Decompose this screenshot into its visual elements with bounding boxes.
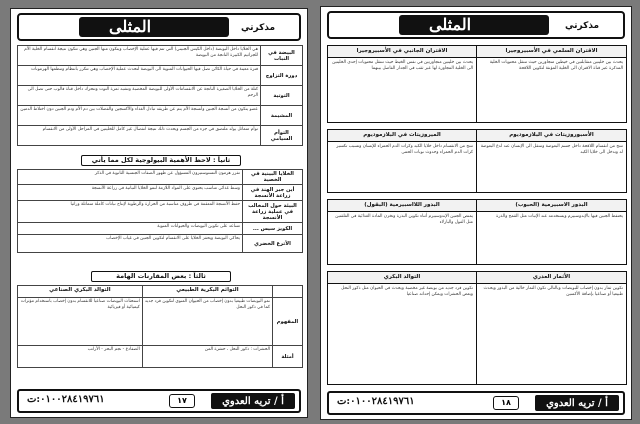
row-text: كتلة من الخلايا الصغيرة الناتجة عن الانقسامات الأولى للبويضة المخصبة وتشبه ثمرة التوت وتتحرك داخل قناة فالوب حتى تصل الى الرحم (18, 86, 261, 106)
column-header: التوائم البكرية الطبيعي (142, 286, 272, 298)
table-header-row (18, 286, 303, 298)
row-text: عضو يتكون من أنسجة الجنين وأنسجة الأم يتم عن طريقه تبادل الغذاء والأكسجين والفضلات بين دم الأم ودم الجنين دون اختلاط الدمين (18, 106, 261, 126)
cell-text: استحثاث البويضات صناعيا للانقسام بدون إخصاب باستخدام مؤثرات كيميائية أو فيزيائية (18, 298, 143, 346)
row-text: هي الخلايا داخل البويضة (داخل الكيس الجنيني) التي تتم فيها عملية الإخصاب ويتكون منها الجنين وهي تتكون نتيجة انقسام الخلية الأم للجراثيم الكبيرة الناتجة من البويضة (18, 46, 261, 66)
box-title: البذور الاسبيرمية (الحبوب) (477, 200, 626, 212)
importance-table (17, 169, 303, 253)
phone-number: ٠١٠٠٢٨٤١٩٧٦١:ت (27, 394, 105, 405)
section-banner: ثالثاً : بعض المقارنات الهامة (91, 271, 231, 282)
box-text: تنتج من انقسام اللاقحة داخل جسم البعوضة وتنتقل الى الإنسان عند لدغ البعوضة له وتدخل الى خلايا الكبد (480, 144, 623, 156)
title-brush (79, 17, 229, 37)
table-row (18, 201, 303, 223)
box-title: التوالد البكري (328, 272, 476, 284)
row-label: البيضة في النبات (261, 46, 303, 66)
definitions-table (17, 45, 303, 146)
page-number: ١٧ (169, 394, 195, 408)
row-label: أمثلة (273, 346, 303, 368)
table-row (18, 298, 303, 346)
page-title: المثلى (109, 17, 152, 36)
table-row (18, 66, 303, 86)
box-text: يمتص الجنين الإندوسبيرم أثناء تكوين البذرة وتخزن المادة الغذائية في الفلقتين مثل الفول والبازلاء (335, 214, 473, 226)
row-label: الأترع الخضري (243, 235, 303, 253)
row-label: التوتية (261, 86, 303, 106)
table-row (18, 86, 303, 106)
box-title: الاقتران السلمي في الأسبيروجيرا (477, 46, 626, 58)
row-text: تفرز هرمون التستوستيرون المسؤول عن ظهور الصفات الجنسية الثانوية في الذكر (18, 170, 243, 185)
comparison-box-parthenogenesis (327, 271, 627, 385)
table-row (18, 126, 303, 146)
cell-text: نمو البويضات طبيعيا بدون إخصاب من الحيوان المنوي لتكوين فرد جديد كما في ذكور النحل (142, 298, 272, 346)
row-label: أين جبر الهند في زراعة الأنسجة (243, 185, 303, 201)
row-text: تساعد على تكوين البويضات والحيوانات المنوية (18, 223, 243, 235)
comparison-table (17, 285, 303, 368)
box-text: تكوين ثمار بدون إخصاب للبويضات وبالتالي تكون الثمار خالية من البذور ويحدث طبيعيا أو صناعيا بإضافة الأكسين (483, 286, 623, 298)
comparison-box-seeds (327, 199, 627, 265)
page-right (320, 6, 632, 420)
row-text: فترة معينة في حياة الكائن تصل فيها الحيوانات المنوية الى البويضة لتحدث عملية الإخصاب وهي تتكرر بانتظام وتنظمها الهرمونات (18, 66, 261, 86)
box-text: تنتج من الانقسام داخل خلايا الكبد وكرات الدم الحمراء للإنسان وتسبب تكسير كرات الدم الحمراء وحدوث نوبات الحمى (336, 144, 473, 156)
row-label: المشيمة (261, 106, 303, 126)
table-row (18, 235, 303, 253)
box-text: تكوين فرد جديد من بويضة غير مخصبة ويحدث في الحيوان مثل ذكور النحل وبعض الحشرات ويمكن إحداثه صناعيا (341, 286, 473, 298)
page-subtitle: مذكرتي (241, 23, 276, 33)
page-subtitle: مذكرتي (565, 21, 600, 31)
box-title: الأثمار العذري (477, 272, 626, 284)
table-row (18, 223, 303, 235)
comparison-box-plasmodium (327, 129, 627, 193)
comparison-box-spirogyra (327, 45, 627, 123)
author-name: أ / تريه العدوي (211, 393, 295, 409)
page-header (17, 13, 301, 41)
row-label: المفهوم (273, 298, 303, 346)
table-row (18, 46, 303, 66)
table-row (18, 346, 303, 368)
box-title: الاقتران الجانبي في الأسبيروجيرا (328, 46, 476, 58)
title-brush (399, 15, 549, 35)
box-title: البذور اللااسبيرمية (البقول) (328, 200, 476, 212)
page-left (10, 8, 308, 418)
phone-number: ٠١٠٠٢٨٤١٩٧٦١:ت (337, 396, 415, 407)
page-title: المثلى (429, 15, 472, 34)
cell-text: الضفادع - نجم البحر - الأرانب (18, 346, 143, 368)
page-footer (17, 389, 301, 413)
row-text: توأم متماثل يولد ملتصق في جزء من الجسم ويحدث ذلك نتيجة انفصال غير كامل للخليتين في المراحل الأولى من الانقسام (18, 126, 261, 146)
table-row (18, 170, 303, 185)
box-text: يحتفظ الجنين فيها بالإندوسبيرم ويستخدمه عند الإنبات مثل القمح والذرة (496, 214, 623, 219)
row-label: التوأم السيامي (261, 126, 303, 146)
box-title: الميروزيتات في البلازموديوم (328, 130, 476, 142)
row-label: البيئة حول المخالب في عملية زراعة الأنسجة (243, 201, 303, 223)
page-footer (327, 391, 625, 415)
page-number: ١٨ (493, 396, 519, 410)
page-header (327, 11, 625, 39)
box-text: يحدث بين خليتين متقابلتين في خيطين متجاورين حيث تنتقل محتويات الخلية المذكرة عبر قناة الاقتران الى الخلية المؤنثة لتكوين اللاقحة (489, 60, 623, 72)
row-text: حفظ الأنسجة المعقمة في ظروف مناسبة من الحرارة والرطوبة لإنتاج نباتات كاملة متماثلة وراثيا (18, 201, 243, 223)
cell-text: الحشرات : ذكور النحل ، حشرة المن (142, 346, 272, 368)
row-text: وسط غذائي مناسب يحتوي على المواد اللازمة لنمو الخلايا النباتية في زراعة الأنسجة (18, 185, 243, 201)
table-row (18, 185, 303, 201)
section-banner: ثانياً : لاحظ الأهمية البيولوجية لكل مما يأتي (81, 155, 241, 166)
row-label: دورة التزاوج (261, 66, 303, 86)
box-text: يحدث بين خليتين متجاورتين في نفس الخيط حيث تنتقل محتويات إحدى الخليتين الى الخلية المجاورة لها عبر ثقب في الجدار الفاصل بينهما (332, 60, 473, 72)
author-name: أ / تريه العدوي (535, 395, 619, 411)
box-title: الأسبوروزيتات في البلازموديوم (477, 130, 626, 142)
column-header: التوالد البكري الصناعي (18, 286, 143, 298)
row-label: الكويز سيس ... (243, 223, 303, 235)
row-label: الخلايا البينية في الخصية (243, 170, 303, 185)
table-row (18, 106, 303, 126)
row-text: يحاكي البويضة ويحفز الخلايا على الانقسام لتكوين الجنين في غياب الإخصاب (18, 235, 243, 253)
